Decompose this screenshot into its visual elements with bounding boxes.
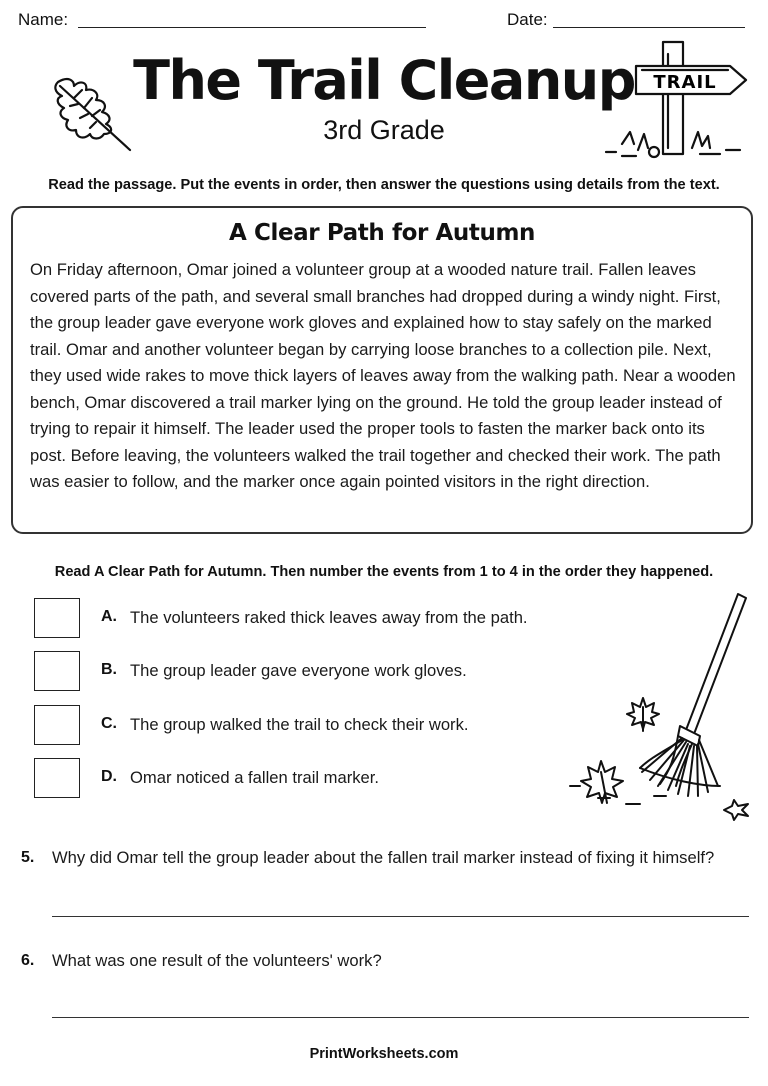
trail-sign-label: TRAIL: [653, 72, 717, 93]
event-a-letter: A.: [101, 608, 117, 625]
event-b-text: The group leader gave everyone work gloves.: [130, 661, 467, 680]
event-b-number-box[interactable]: [34, 651, 80, 691]
event-b: [34, 651, 594, 693]
event-d-text: Omar noticed a fallen trail marker.: [130, 768, 380, 787]
date-field[interactable]: [553, 27, 745, 28]
event-c-number-box[interactable]: [34, 705, 80, 745]
question-6-text: What was one result of the volunteers' work?: [52, 951, 382, 970]
event-d-letter: D.: [101, 768, 117, 785]
event-c: [34, 705, 594, 747]
event-a: [34, 598, 594, 640]
trail-sign-icon: [600, 40, 750, 164]
event-b-letter: B.: [101, 661, 117, 678]
name-field[interactable]: [78, 27, 426, 28]
passage-text: On Friday afternoon, Omar joined a volunteer group at a wooded nature trail. Fallen leaves covered parts of the path, and several small branches had dropped during a windy night. First, the group leader gave everyone work gloves and explained how to stay safely on the marked trail. Omar and another volunteer began by carrying loose branches to a collection pile. Next, they used wide rakes to move thick layers of leaves away from the walking path. Near a wooden bench, Omar discovered a trail marker lying on the ground. He told the group leader instead of trying to repair it himself. The leader used the proper tools to fasten the marker back onto its post. Before leaving, the volunteers walked the trail together and checked their work. The path was easier to follow, and the marker once again pointed visitors in the right direction.: [30, 260, 736, 491]
question-5-answer-line[interactable]: [52, 916, 749, 917]
event-c-text: The group walked the trail to check their work.: [130, 715, 469, 734]
passage-title: A Clear Path for Autumn: [228, 220, 536, 246]
ordering-instructions: Read A Clear Path for Autumn. Then number the events from 1 to 4 in the order they happened.: [54, 564, 714, 580]
event-d-number-box[interactable]: [34, 758, 80, 798]
footer-brand: PrintWorksheets.com: [309, 1046, 459, 1062]
event-c-letter: C.: [101, 715, 117, 732]
grade-subtitle: 3rd Grade: [323, 115, 445, 145]
event-a-text: The volunteers raked thick leaves away from the path.: [130, 608, 528, 627]
maple-leaf-icon: [624, 695, 662, 733]
instructions: Read the passage. Put the events in order, then answer the questions using details from the text.: [48, 177, 720, 193]
name-label: Name:: [18, 10, 69, 29]
question-6-answer-line[interactable]: [52, 1017, 749, 1018]
question-5-text: Why did Omar tell the group leader about the fallen trail marker instead of fixing it himself?: [52, 848, 715, 867]
maple-leaf-icon: [577, 757, 629, 805]
event-d: [34, 758, 594, 800]
question-5-number: 5.: [21, 849, 35, 866]
event-a-number-box[interactable]: [34, 598, 80, 638]
date-label: Date:: [507, 10, 548, 29]
maple-leaf-icon: [720, 798, 752, 822]
page-title: The Trail Cleanup: [133, 49, 635, 112]
question-6-number: 6.: [21, 952, 35, 969]
